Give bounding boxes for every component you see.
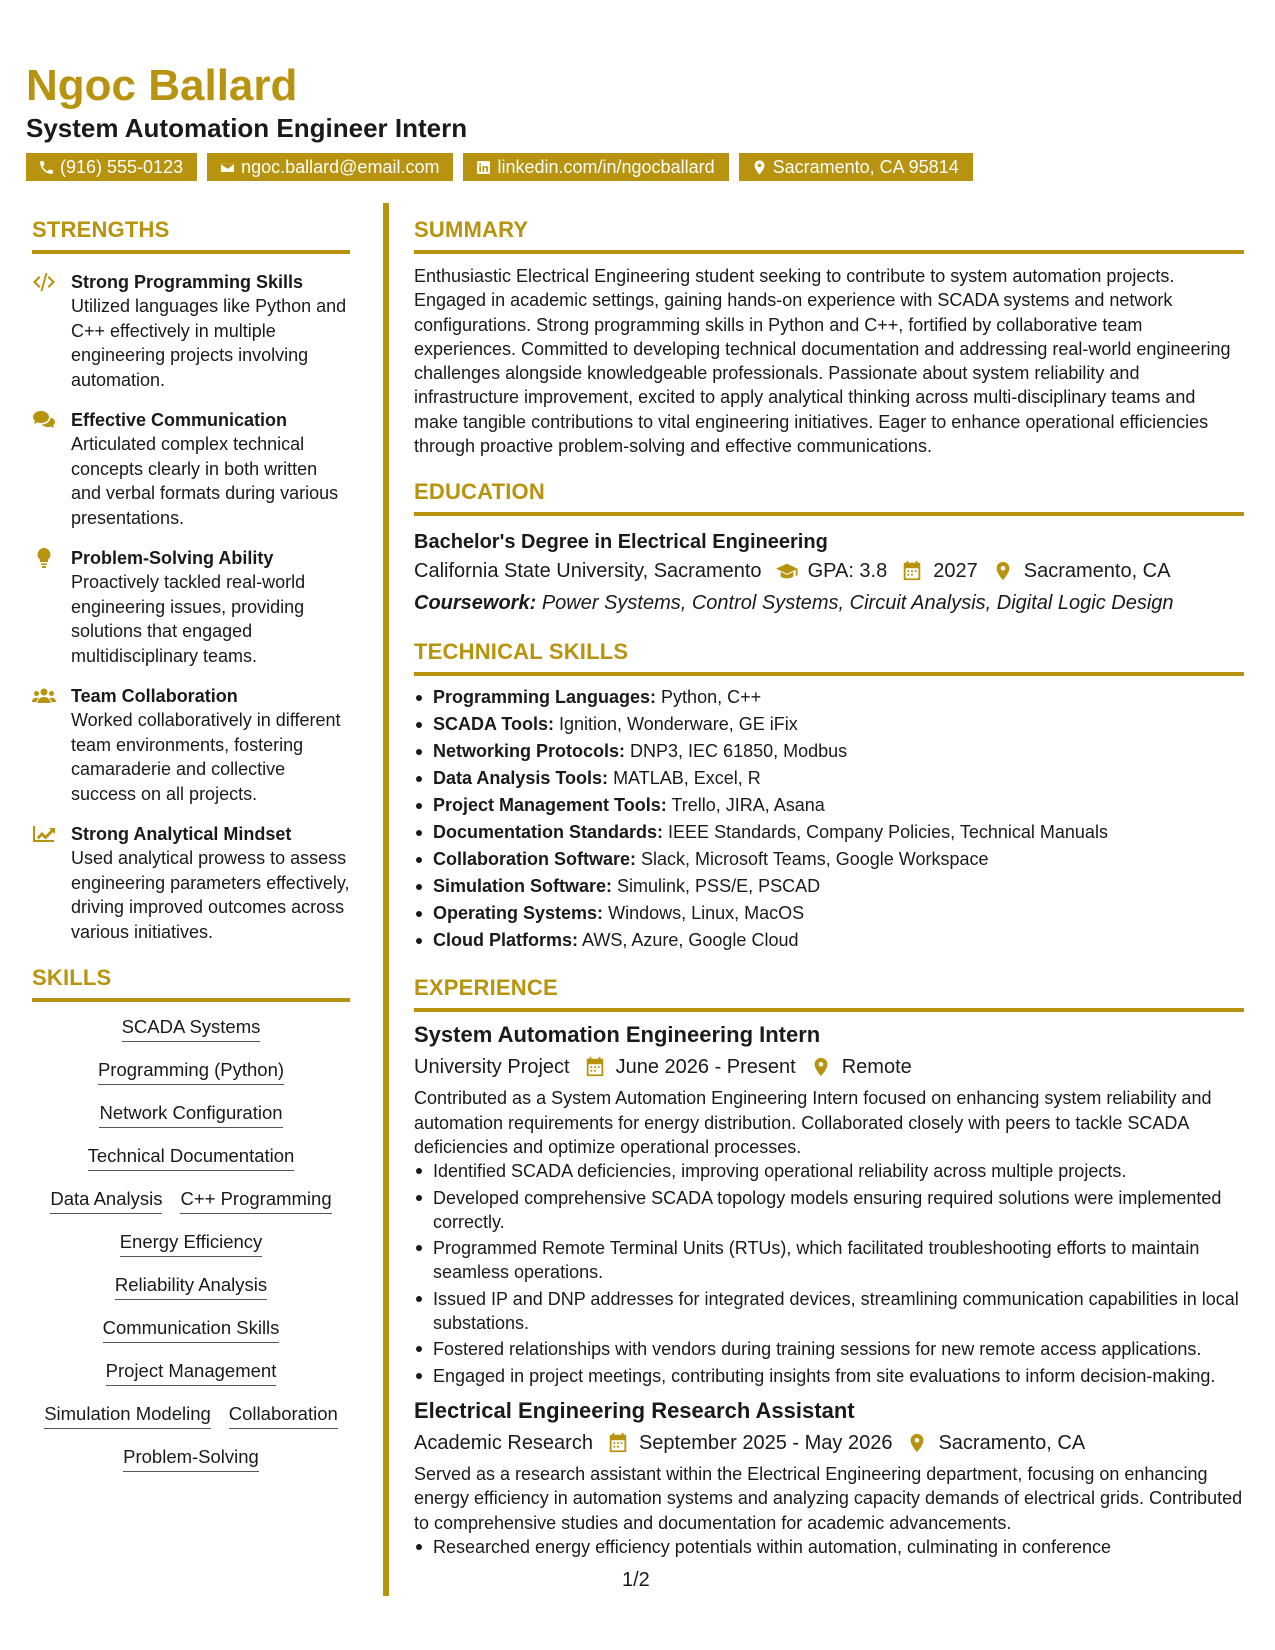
candidate-title: System Automation Engineer Intern — [26, 113, 468, 143]
skill-tag: SCADA Systems — [122, 1014, 261, 1042]
job-description: Contributed as a System Automation Engineering Intern focused on enhancing system reliability and automation requirements for energy distribution. Collaborated closely with peers to tackle SCADA deficiencies and optimize operational processes. — [414, 1088, 1212, 1157]
email-text: ngoc.ballard@email.com — [241, 157, 440, 177]
skill-tag: Project Management — [106, 1358, 277, 1386]
skill-value: DNP3, IEC 61850, Modbus — [630, 741, 848, 762]
skill-label: Simulation Software: — [433, 876, 613, 897]
skills-heading: SKILLS — [32, 964, 350, 1002]
technical-skills-list — [414, 684, 1244, 954]
list-item — [414, 846, 1244, 873]
technical-skills-heading: TECHNICAL SKILLS — [414, 638, 1244, 676]
resume-header — [26, 60, 467, 144]
skill-label: Project Management Tools: — [433, 795, 667, 816]
job-entry — [414, 1020, 1244, 1388]
skill-tag: Collaboration — [229, 1401, 338, 1429]
coursework-label: Coursework: — [414, 592, 537, 615]
skills-list — [32, 1014, 350, 1487]
skill-value: Windows, Linux, MacOS — [608, 903, 805, 924]
strength-title: Strong Analytical Mindset — [71, 824, 292, 844]
strength-text: Worked collaboratively in different team environments, fostering camaraderie and collective success on all projects. — [71, 710, 341, 804]
list-item: Developed comprehensive SCADA topology models ensuring required solutions were implemented correctly. — [414, 1186, 1244, 1235]
job-description: Served as a research assistant within the Electrical Engineering department, focusing on enhancing energy efficiency in automation systems and analyzing capacity demands of electrical grids. Contributed to comprehensive studies and documentation for academic advancements. — [414, 1463, 1243, 1533]
job-title: System Automation Engineering Intern — [414, 1022, 821, 1048]
skill-tag: Network Configuration — [99, 1100, 282, 1128]
gpa: GPA: 3.8 — [807, 560, 888, 583]
list-item — [414, 765, 1244, 792]
job-org: University Project — [414, 1056, 570, 1079]
summary-text: Enthusiastic Electrical Engineering student seeking to contribute to system automation projects. Engaged in academic settings, gaining hands-on experience with SCADA systems and network configurations. Strong programming skills in Python and C++, fortified by collaborative team experiences. Committed to developing technical documentation and addressing real-world engineering challenges alongside knowledgeable professionals. Passionate about system reliability and infrastructure improvement, excited to apply analytical thinking across multi-disciplinary teams and make tangible contributions to vital engineering initiatives. Eager to enhance operational efficiencies through proactive problem-solving and effective communications. — [414, 266, 1231, 457]
list-item: Issued IP and DNP addresses for integrated devices, streamlining communication capabilities in local substations. — [414, 1287, 1244, 1336]
skill-value: MATLAB, Excel, R — [613, 768, 761, 789]
strength-item — [32, 684, 350, 806]
strength-item — [32, 408, 350, 530]
skill-tag: Communication Skills — [103, 1315, 280, 1343]
skill-label: Operating Systems: — [433, 903, 604, 924]
linkedin-text: linkedin.com/in/ngocballard — [497, 157, 715, 177]
phone-text: (916) 555-0123 — [60, 157, 184, 177]
skill-value: Trello, JIRA, Asana — [671, 795, 825, 816]
contact-phone[interactable] — [26, 153, 197, 181]
list-item: Researched energy efficiency potentials within automation, culminating in conference — [414, 1535, 1244, 1559]
strength-title: Problem-Solving Ability — [71, 548, 274, 568]
chart-line-icon — [32, 824, 56, 844]
summary-heading: SUMMARY — [414, 216, 1244, 254]
list-item — [414, 927, 1244, 954]
skill-tag: Energy Efficiency — [120, 1229, 263, 1257]
school-location: Sacramento, CA — [1023, 560, 1171, 583]
strength-title: Team Collaboration — [71, 686, 238, 706]
skill-tag: Programming (Python) — [98, 1057, 284, 1085]
skill-value: IEEE Standards, Company Policies, Technical Manuals — [668, 822, 1108, 843]
list-item — [414, 873, 1244, 900]
users-icon — [32, 686, 56, 706]
skill-value: Python, C++ — [661, 687, 762, 708]
strength-text: Articulated complex technical concepts clearly in both written and verbal formats during various presentations. — [71, 434, 339, 528]
column-divider — [383, 203, 389, 1596]
education-section — [414, 478, 1244, 618]
coursework — [414, 588, 1244, 618]
contact-bar — [26, 153, 973, 181]
location-text: Sacramento, CA 95814 — [772, 157, 959, 177]
linkedin-icon — [475, 159, 492, 176]
experience-heading: EXPERIENCE — [414, 974, 1244, 1012]
strength-item — [32, 822, 350, 944]
skill-tag: Data Analysis — [50, 1186, 162, 1214]
list-item — [414, 711, 1244, 738]
job-dates: June 2026 - Present — [615, 1056, 796, 1079]
job-location: Remote — [841, 1056, 912, 1079]
job-title: Electrical Engineering Research Assistant — [414, 1397, 855, 1423]
degree-title: Bachelor's Degree in Electrical Engineering — [414, 531, 828, 554]
list-item: Identified SCADA deficiencies, improving operational reliability across multiple projects. — [414, 1159, 1244, 1183]
skill-tag: Simulation Modeling — [44, 1401, 211, 1429]
school-name: California State University, Sacramento — [414, 560, 762, 583]
skill-value: Simulink, PSS/E, PSCAD — [617, 876, 821, 897]
job-bullets — [414, 1535, 1244, 1559]
contact-location — [739, 153, 973, 181]
location-icon — [810, 1056, 832, 1078]
skill-value: Ignition, Wonderware, GE iFix — [559, 714, 798, 735]
job-entry — [414, 1396, 1244, 1559]
job-location: Sacramento, CA — [938, 1431, 1086, 1454]
contact-linkedin[interactable] — [463, 153, 728, 181]
technical-skills-section — [414, 638, 1244, 954]
coursework-list: Power Systems, Control Systems, Circuit Analysis, Digital Logic Design — [541, 592, 1174, 615]
job-org: Academic Research — [414, 1431, 593, 1454]
strengths-heading: STRENGTHS — [32, 216, 350, 254]
graduation-cap-icon — [776, 560, 798, 582]
list-item — [414, 819, 1244, 846]
email-icon — [219, 159, 236, 176]
page-number: 1/2 — [622, 1569, 650, 1591]
education-meta — [414, 556, 1244, 586]
left-column — [32, 216, 350, 1487]
strength-text: Utilized languages like Python and C++ effectively in multiple engineering projects involving automation. — [71, 296, 347, 390]
code-icon — [32, 272, 56, 292]
right-column — [414, 216, 1244, 1561]
lightbulb-icon — [32, 548, 56, 568]
skill-label: Data Analysis Tools: — [433, 768, 609, 789]
candidate-name: Ngoc Ballard — [26, 61, 298, 110]
list-item — [414, 738, 1244, 765]
list-item — [414, 684, 1244, 711]
skill-label: Networking Protocols: — [433, 741, 626, 762]
location-icon — [992, 560, 1014, 582]
strength-item — [32, 270, 350, 392]
skill-tag: Problem-Solving — [123, 1444, 259, 1472]
job-bullets — [414, 1159, 1244, 1388]
calendar-icon — [607, 1432, 629, 1454]
comments-icon — [32, 410, 56, 430]
skill-label: Cloud Platforms: — [433, 930, 579, 951]
job-meta — [414, 1428, 1244, 1458]
job-dates: September 2025 - May 2026 — [638, 1431, 893, 1454]
job-meta — [414, 1052, 1244, 1082]
location-icon — [751, 159, 768, 176]
calendar-icon — [584, 1056, 606, 1078]
skill-label: Programming Languages: — [433, 687, 657, 708]
skill-label: Collaboration Software: — [433, 849, 637, 870]
experience-section — [414, 974, 1244, 1559]
contact-email[interactable] — [207, 153, 453, 181]
location-icon — [906, 1432, 928, 1454]
calendar-icon — [901, 560, 923, 582]
strength-text: Used analytical prowess to assess engineering parameters effectively, driving improved outcomes across various initiatives. — [71, 848, 350, 942]
list-item — [414, 900, 1244, 927]
strength-item — [32, 546, 350, 668]
graduation-year: 2027 — [933, 560, 978, 583]
phone-icon — [38, 159, 55, 176]
skill-tag: Reliability Analysis — [115, 1272, 267, 1300]
list-item: Programmed Remote Terminal Units (RTUs), which facilitated troubleshooting efforts to maintain seamless operations. — [414, 1236, 1244, 1285]
skill-label: Documentation Standards: — [433, 822, 664, 843]
list-item: Engaged in project meetings, contributing insights from site evaluations to inform decision-making. — [414, 1364, 1244, 1388]
list-item: Fostered relationships with vendors during training sessions for new remote access applications. — [414, 1337, 1244, 1361]
skill-label: SCADA Tools: — [433, 714, 554, 735]
strength-text: Proactively tackled real-world engineering issues, providing solutions that engaged multidisciplinary teams. — [71, 572, 306, 666]
list-item — [414, 792, 1244, 819]
education-heading: EDUCATION — [414, 478, 1244, 516]
skill-value: AWS, Azure, Google Cloud — [582, 930, 799, 951]
skill-tag: C++ Programming — [180, 1186, 331, 1214]
skill-value: Slack, Microsoft Teams, Google Workspace — [641, 849, 989, 870]
skill-tag: Technical Documentation — [88, 1143, 295, 1171]
strength-title: Effective Communication — [71, 410, 288, 430]
strength-title: Strong Programming Skills — [71, 272, 304, 292]
